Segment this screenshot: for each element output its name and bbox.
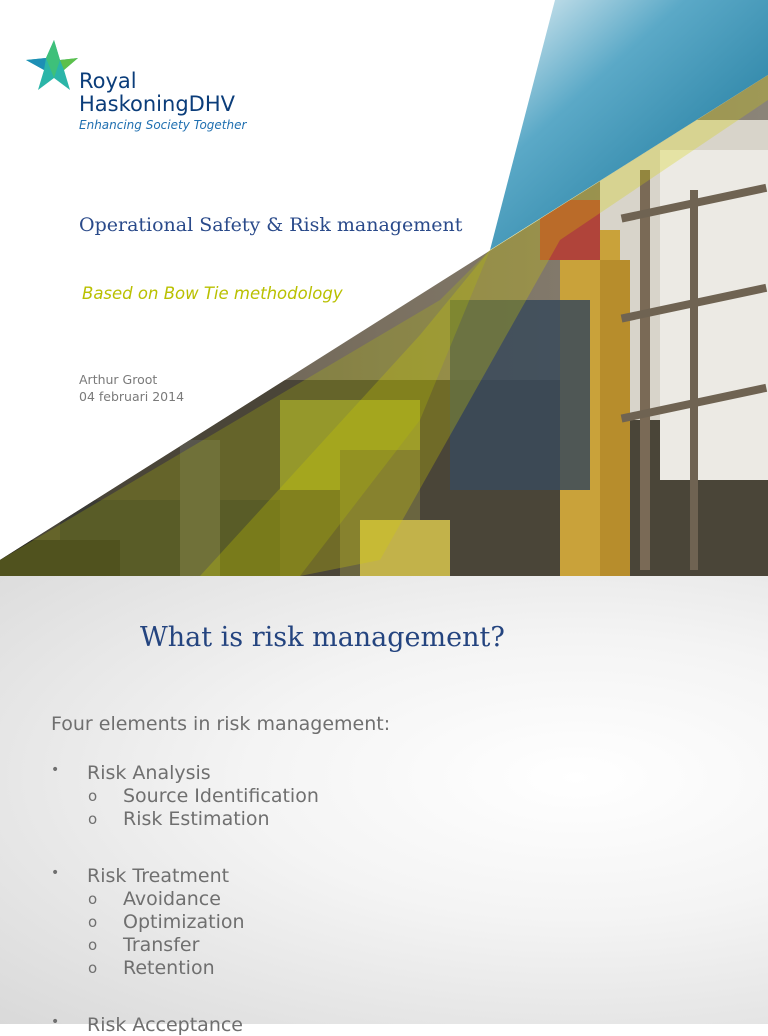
sub-list-item-label: Risk Estimation <box>123 808 270 830</box>
sub-bullet-icon: o <box>88 959 98 977</box>
logo-wordmark-line2: HaskoningDHV <box>79 92 235 116</box>
sub-bullet-icon: o <box>88 913 98 931</box>
logo-wordmark-line1: Royal <box>79 69 137 93</box>
author-name: Arthur Groot <box>79 372 158 387</box>
intro-text: Four elements in risk management: <box>51 713 391 735</box>
sub-list-item-label: Source Identification <box>123 785 319 807</box>
slide-subtitle: Based on Bow Tie methodology <box>82 284 343 303</box>
bullet-icon: • <box>51 762 60 778</box>
content-slide <box>0 576 768 1036</box>
sub-list-item-label: Transfer <box>123 934 200 956</box>
list-item-label: Risk Treatment <box>87 865 230 887</box>
list-item-label: Risk Acceptance <box>87 1014 243 1036</box>
bullet-icon: • <box>51 1014 60 1030</box>
author-block <box>79 371 184 405</box>
sub-bullet-icon: o <box>88 787 98 805</box>
sub-bullet-icon: o <box>88 810 98 828</box>
sub-bullet-icon: o <box>88 890 98 908</box>
sub-bullet-icon: o <box>88 936 98 954</box>
logo-tagline: Enhancing Society Together <box>79 118 247 132</box>
sub-list-item-label: Avoidance <box>123 888 221 910</box>
presentation-date: 04 februari 2014 <box>79 389 185 404</box>
slide-title: Operational Safety & Risk management <box>79 214 463 236</box>
list-item-label: Risk Analysis <box>87 762 211 784</box>
slide-title: What is risk management? <box>140 622 505 653</box>
bullet-icon: • <box>51 865 60 881</box>
sub-list-item-label: Retention <box>123 957 215 979</box>
sub-list-item-label: Optimization <box>123 911 245 933</box>
logo-star-icon <box>24 38 80 98</box>
